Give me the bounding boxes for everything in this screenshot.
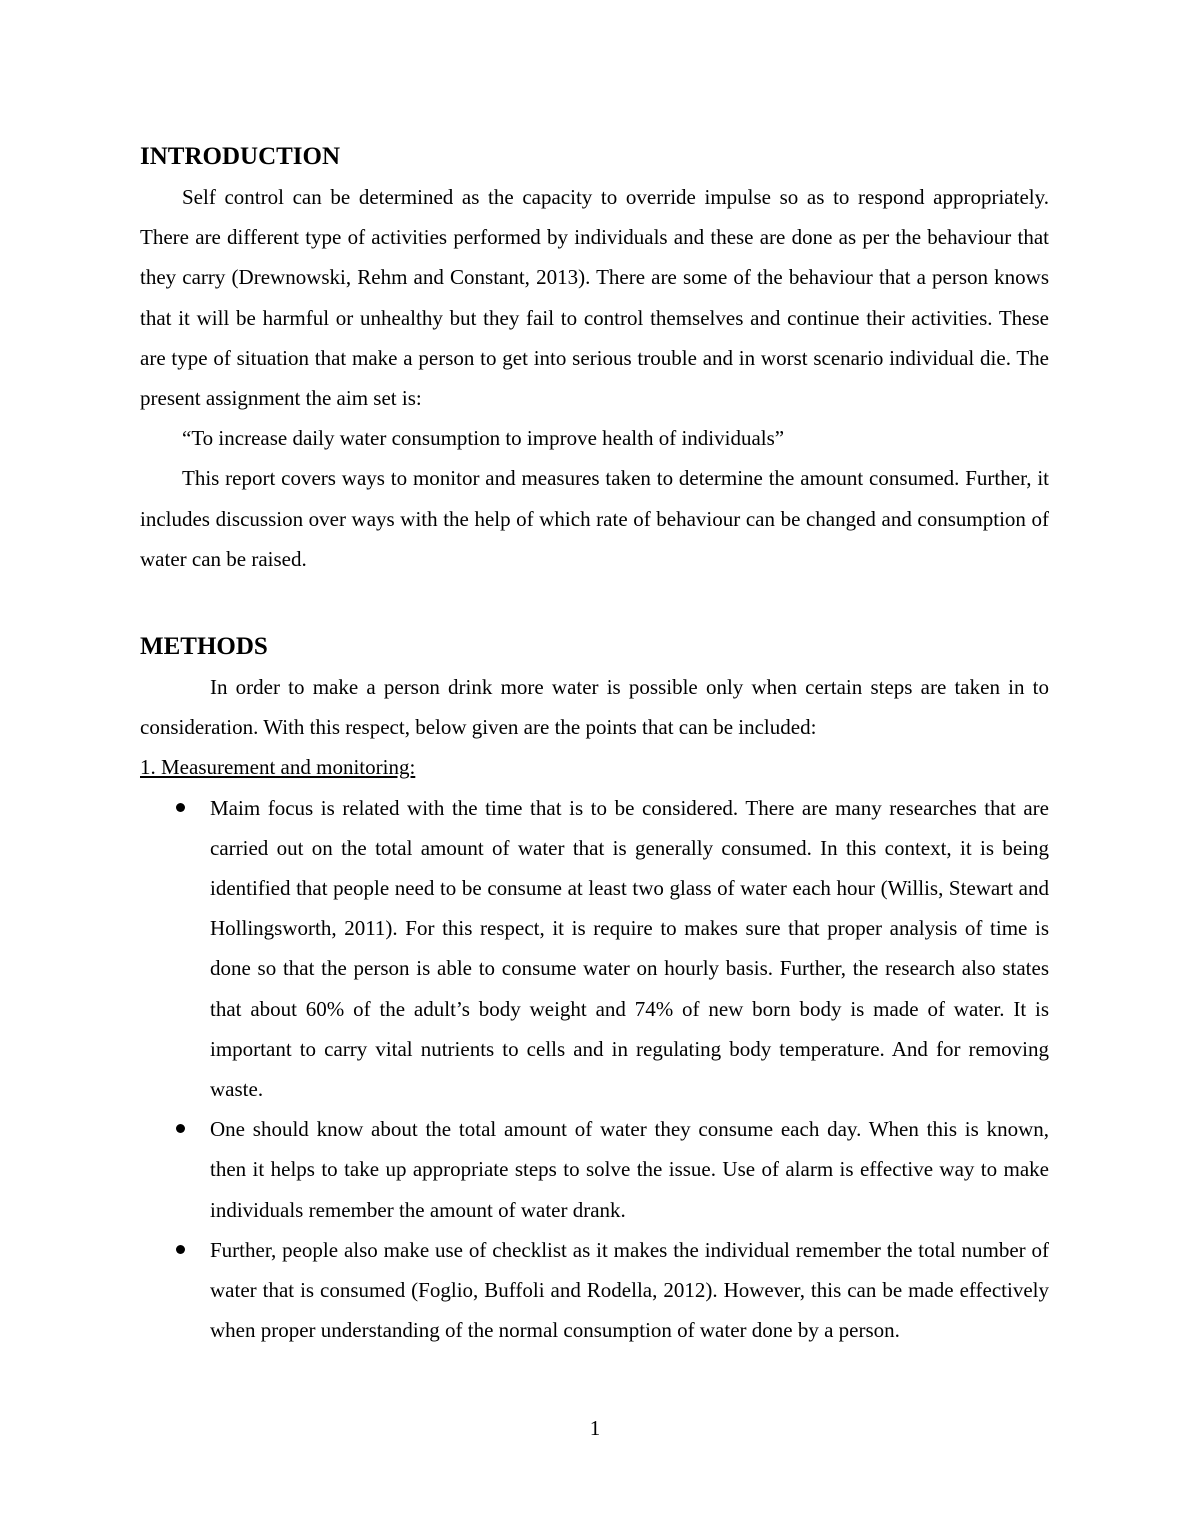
bullet-icon [176,1124,185,1133]
bullet-icon [176,1245,185,1254]
list-item-text: One should know about the total amount of water they consume each day. When this is known, then it helps to take up appropriate steps to solve the issue. Use of alarm is effective way to make individuals remember the amount of water drank. [210,1117,1049,1222]
list-item-text: Further, people also make use of checklist as it makes the individual remember the total number of water that is consumed (Foglio, Buffoli and Rodella, 2012). However, this can be made effectively when proper understanding of the normal consumption of water done by a person. [210,1237,1049,1343]
aim-quote: “To increase daily water consumption to improve health of individuals” [182,426,785,451]
methods-heading: METHODS [140,633,268,661]
introduction-heading: INTRODUCTION [140,143,341,170]
methods-paragraph-1: In order to make a person drink more water is possible only when certain steps are taken in to consideration. With this respect, below given are the points that can be included: [140,675,1049,740]
measurement-bullet-list [140,788,1049,1351]
page-number: 1 [589,1416,601,1440]
list-item-text: Maim focus is related with the time that is to be considered. There are many researches that are carried out on the total amount of water that is generally consumed. In this context, it is being identified that people need to be consume at least two glass of water each hour (Willis, Stewart and Hollingsworth, 2011). For this respect, it is require to makes sure that proper analysis of time is done so that the person is able to consume water on hourly basis. Further, the research also states that about 60% of the adult’s body weight and 74% of new born body is made of water. It is important to carry vital nutrients to cells and in regulating body temperature. And for removing waste. [210,795,1049,1102]
measurement-subheading: 1. Measurement and monitoring: [140,755,416,780]
document-page [140,139,1049,1350]
introduction-paragraph-1: Self control can be determined as the capacity to override impulse so as to respond appropriately. There are different type of activities performed by individuals and these are done as per the behaviour that they carry (Drewnowski, Rehm and Constant, 2013). There are some of the behaviour that a person knows that it will be harmful or unhealthy but they fail to control themselves and continue their activities. These are type of situation that make a person to get into serious trouble and in worst scenario individual die. The present assignment the aim set is: [140,185,1049,411]
bullet-icon [176,803,185,812]
list-item [140,1109,1049,1230]
list-item [140,1230,1049,1351]
introduction-paragraph-2: This report covers ways to monitor and measures taken to determine the amount consumed. Further, it includes discussion over ways with the help of which rate of behaviour can be changed and consumption of water can be raised. [140,466,1049,571]
list-item [140,788,1049,1110]
